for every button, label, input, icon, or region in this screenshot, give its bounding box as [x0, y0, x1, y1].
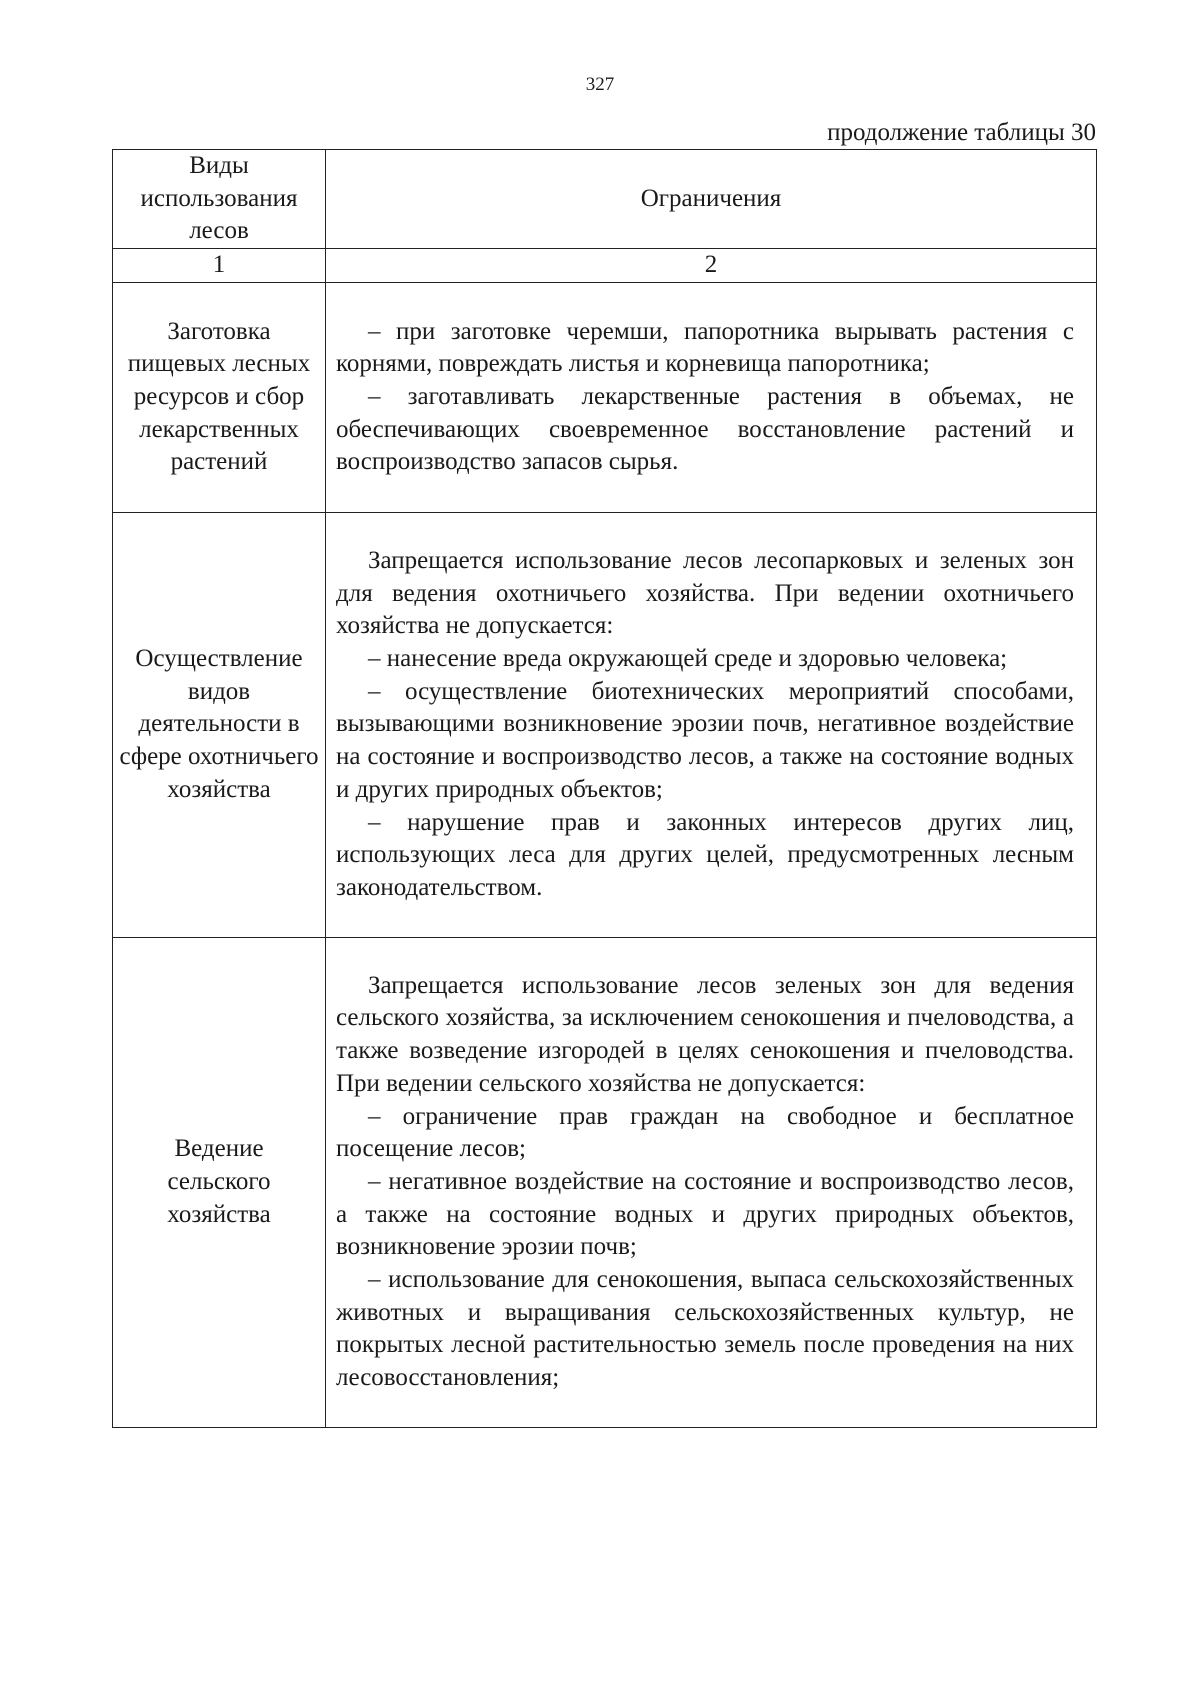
column-number-row	[113, 249, 1097, 283]
table-continuation-label: продолжение таблицы 30	[827, 119, 1096, 146]
table-header-row	[113, 150, 1097, 249]
table-row	[113, 512, 1097, 937]
restrictions-cell	[326, 282, 1097, 512]
forest-use-type-cell: Заготовка пищевых лесных ресурсов и сбор лекарственных растений	[113, 282, 326, 512]
restriction-paragraph: – нарушение прав и законных интересов других лиц, использующих леса для других целей, предусмотренных лесным законодательством.	[336, 808, 1074, 901]
table-row	[113, 937, 1097, 1427]
restriction-paragraph: – ограничение прав граждан на свободное и бесплатное посещение лесов;	[336, 1102, 1074, 1163]
header-forest-use-types: Виды использования лесов	[113, 150, 326, 249]
restriction-paragraph: – при заготовке черемши, папоротника вырывать растения с корнями, повреждать листья и корневища папоротника;	[336, 317, 1074, 378]
forest-use-type-cell: Осуществление видов деятельности в сфере охотничьего хозяйства	[113, 512, 326, 937]
restriction-paragraph: – нанесение вреда окружающей среде и здоровью человека;	[368, 645, 1008, 673]
forest-use-type-cell: Ведение сельского хозяйства	[113, 937, 326, 1427]
table-row	[113, 282, 1097, 512]
restriction-paragraph: – использование для сенокошения, выпаса сельскохозяйственных животных и выращивания сельскохозяйственных культур, не покрытых лесной растительностью земель после проведения на них лесовосстановления;	[336, 1266, 1074, 1392]
restriction-paragraph: – негативное воздействие на состояние и воспроизводство лесов, а также на состояние водных и других природных объектов, возникновение эрозии почв;	[336, 1167, 1074, 1261]
restrictions-cell	[326, 937, 1097, 1427]
page-number: 327	[585, 74, 615, 95]
restrictions-table	[112, 149, 1097, 1428]
header-restrictions: Ограничения	[326, 150, 1097, 249]
restriction-paragraph: Запрещается использование лесов лесопарковых и зеленых зон для ведения охотничьего хозяйства. При ведении охотничьего хозяйства не допускается:	[336, 546, 1074, 640]
restriction-paragraph: Запрещается использование лесов зеленых зон для ведения сельского хозяйства, за исключением сенокошения и пчеловодства, а также возведение изгородей в целях сенокошения и пчеловодства. При ведении сельского хозяйства не допускается:	[336, 971, 1074, 1097]
column-number-1: 1	[113, 249, 326, 283]
restriction-paragraph: – заготавливать лекарственные растения в объемах, не обеспечивающих своевременное восстановление растений и воспроизводство запасов сырья.	[336, 382, 1074, 476]
restriction-paragraph: – осуществление биотехнических мероприятий способами, вызывающими возникновение эрозии почв, негативное воздействие на состояние и воспроизводство лесов, а также на состояние водных и других природных объектов;	[336, 677, 1074, 803]
column-number-2: 2	[326, 249, 1097, 283]
restrictions-cell	[326, 512, 1097, 937]
